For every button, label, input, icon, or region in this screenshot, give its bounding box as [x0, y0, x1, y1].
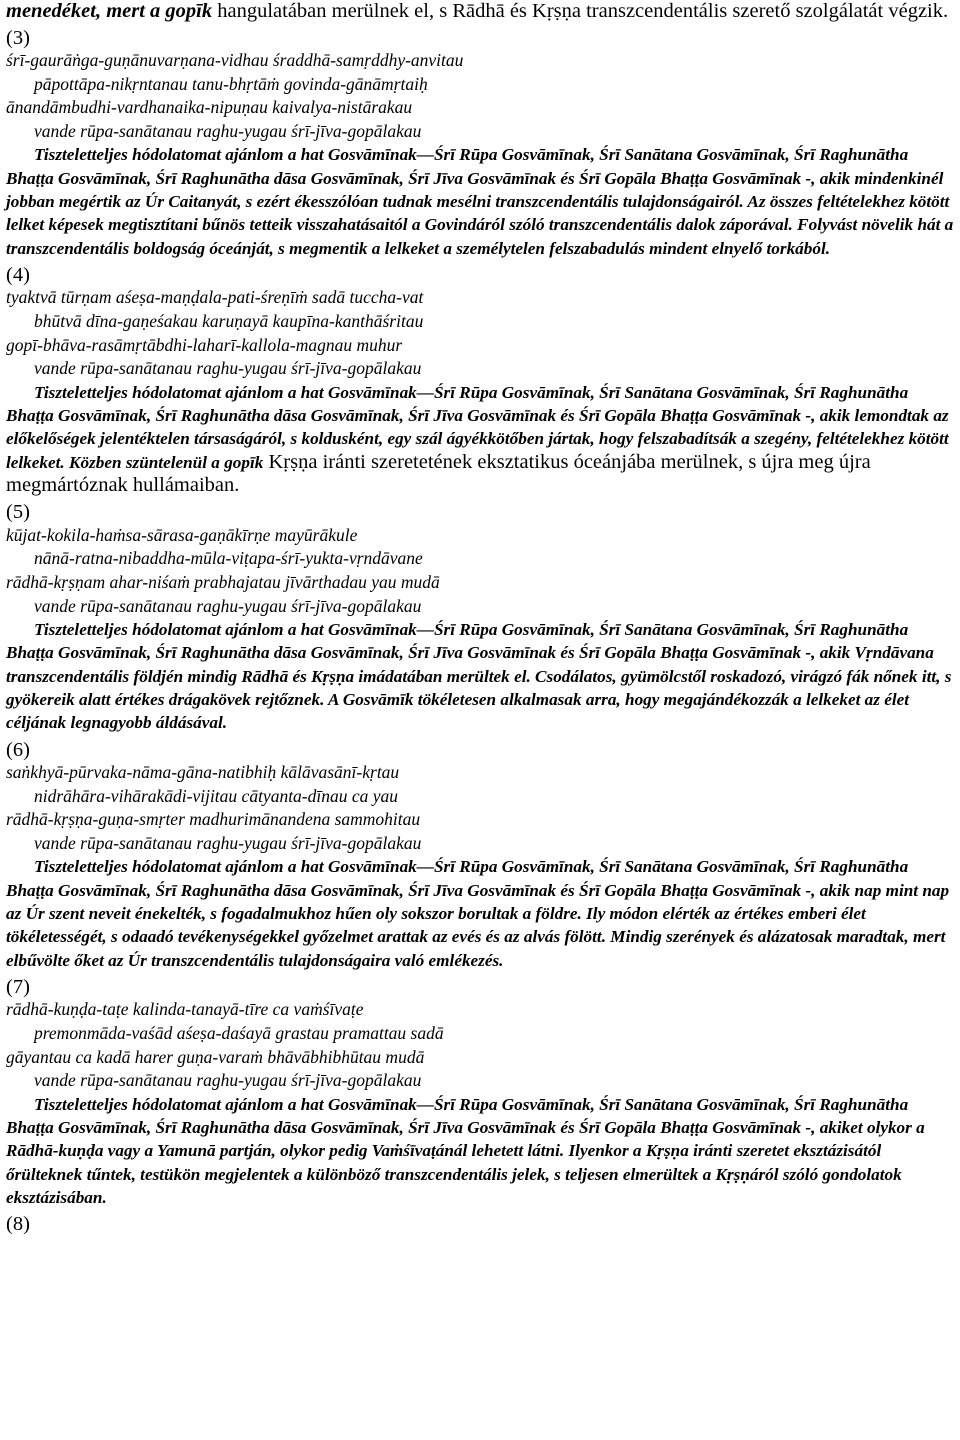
verse-3 [6, 27, 954, 260]
verse-number: (6) [6, 738, 30, 761]
verse-number: (7) [6, 975, 30, 998]
verse-line: ānandāmbudhi-vardhanaika-nipuṇau kaivalya-nistārakau [6, 97, 413, 118]
verse-line: nidrāhāra-vihārakādi-vijitau cātyanta-dīnau ca yau [34, 785, 399, 806]
purport-text-normal: Kṛṣṇa iránti szeretetének eksztatikus óceánjába merülnek, s újra meg újra megmártóznak hullámaiban. [6, 450, 871, 496]
verse-line: gopī-bhāva-rasāmṛtābdhi-laharī-kallola-magnau muhur [6, 334, 403, 355]
purport [6, 381, 954, 497]
verse-number: (4) [6, 263, 30, 286]
verse-line: rādhā-kṛṣṇa-guṇa-smṛter madhurimānandena sammohitau [6, 809, 421, 830]
verse-line: nānā-ratna-nibaddha-mūla-viṭapa-śrī-yukta-vṛndāvane [34, 548, 423, 569]
verse-line: śrī-gaurāṅga-guṇānuvarṇana-vidhau śraddhā-samṛddhy-anvitau [6, 50, 464, 70]
verse-line: kūjat-kokila-haṁsa-sārasa-gaṇākīrṇe mayūrākule [6, 524, 358, 545]
purport-intro: Tiszteletteljes hódolatomat ajánlom a hat Gosvāmīnak—Śrī Rūpa Gosvāmīnak, Śrī Sanātana Gosvāmīnak, Śrī Raghunātha Bhaṭṭa Gosvāmīnak, Śrī Raghunātha dāsa Gosvāmīnak, Śrī Jīva Gosvāmīnak és Śrī Gopāla Bhaṭṭa Gosvāmīnak -, [6, 620, 909, 663]
purport-intro: Tiszteletteljes hódolatomat ajánlom a hat Gosvāmīnak—Śrī Rūpa Gosvāmīnak, Śrī Sanātana Gosvāmīnak, Śrī Raghunātha Bhaṭṭa Gosvāmīnak, Śrī Raghunātha dāsa Gosvāmīnak, Śrī Jīva Gosvāmīnak és Śrī Gopāla Bhaṭṭa Gosvāmīnak -, [6, 145, 909, 188]
purport-intro: Tiszteletteljes hódolatomat ajánlom a hat Gosvāmīnak—Śrī Rūpa Gosvāmīnak, Śrī Sanātana Gosvāmīnak, Śrī Raghunātha Bhaṭṭa Gosvāmīnak, Śrī Raghunātha dāsa Gosvāmīnak, Śrī Jīva Gosvāmīnak és Śrī Gopāla Bhaṭṭa Gosvāmīnak -, [6, 1094, 909, 1138]
verse-line: gāyantau ca kadā harer guṇa-varaṁ bhāvābhibhūtau mudā [6, 1046, 425, 1067]
purport-text: akik Vṛndāvana transzcendentális földjén mindig Rādhā és Kṛṣṇa imádatában merültek el. Csodálatos, gyümölcstől roskadozó, virágzó fák nőnek itt, s gyökereik alatt értékes drágakövek rejtőznek. A Gosvāmīk tökéletesen alkalmasak arra, hogy megajándékozzák a lelkeket az élet céljának legnagyobb áldásával. [6, 643, 952, 733]
verse-refrain: vande rūpa-sanātanau raghu-yugau śrī-jīva-gopālakau [34, 832, 422, 853]
intro-rest: hangulatában merülnek el, s Rādhā és Kṛṣṇa transzcendentális szerető szolgálatát végzik. [212, 0, 949, 22]
verse-refrain: vande rūpa-sanātanau raghu-yugau śrī-jīva-gopālakau [34, 1070, 422, 1091]
verse-line: rādhā-kṛṣṇam ahar-niśaṁ prabhajatau jīvārthadau yau mudā [6, 571, 440, 592]
verse-line: pāpottāpa-nikṛntanau tanu-bhṛtāṁ govinda-gānāmṛtaiḥ [34, 73, 428, 94]
verse-line: tyaktvā tūrṇam aśeṣa-maṇḍala-pati-śreṇīṁ sadā tuccha-vat [6, 287, 424, 308]
verse-number: (3) [6, 26, 30, 49]
purport-text: akik mindenkinél jobban megértik az Úr Caitanyát, s ezért ékesszólóan tudnak mesélni transzcendentális tulajdonságairól. Az összes feltételekhez kötött lelket képesek megtisztítani bűnös tetteik visszahatásaitól a Govindáról szóló transzcendentális dalok záporával. Folyvást növelik hát a transzcendentális boldogság óceánját, s megmentik a lelkeket a személytelen felszabadulás mindent elnyelő torkából. [6, 168, 954, 258]
purport [6, 143, 954, 259]
purport-text: akik nap mint nap az Úr szent neveit énekelték, s fogadalmukhoz hűen oly sokszor borultak a földre. Ily módon elérték az értékes emberi élet tökéletességét, s odaadó tevékenységekkel győzelmet arattak az evés és az alvás fölött. Mindig szerények és alázatosak maradtak, mert elbűvölte őket az Úr transzcendentális tulajdonságaira való emlékezés. [6, 880, 950, 970]
verse-line: bhūtvā dīna-gaṇeśakau karuṇayā kaupīna-kanthāśritau [34, 310, 424, 331]
purport-text: akik lemondtak az előkelőségek jelentéktelen társaságáról, s koldusként, egy szál ágyékkötőben jártak, hogy felszabadítsák a szegény, feltételekhez kötött lelkeket. Közben szüntelenül a gopīk [6, 406, 949, 472]
verse-refrain: vande rūpa-sanātanau raghu-yugau śrī-jīva-gopālakau [34, 358, 422, 379]
purport-text: akiket olykor a Rādhā-kuṇḍa vagy a Yamunā partján, olykor pedig Vaṁśīvaṭánál lehetett látni. Ilyenkor a Kṛṣṇa iránti szeretet eksztázisától őrülteknek tűntek, testükön megjelentek a különböző transzcendentális jelek, s teljesen elmerültek a Kṛṣṇáról szóló gondolatok eksztázisában. [6, 1118, 925, 1207]
purport [6, 1093, 954, 1209]
verse-number: (5) [6, 501, 30, 524]
purport [6, 855, 954, 971]
verse-7 [6, 976, 954, 1209]
verse-refrain: vande rūpa-sanātanau raghu-yugau śrī-jīva-gopālakau [34, 120, 422, 141]
purport [6, 618, 954, 734]
verse-5 [6, 501, 954, 734]
verse-4 [6, 264, 954, 497]
verse-line: premonmāda-vaśād aśeṣa-daśayā grastau pramattau sadā [34, 1023, 444, 1044]
verse-line: rādhā-kuṇḍa-taṭe kalinda-tanayā-tīre ca vaṁśīvaṭe [6, 999, 364, 1020]
verse-line: saṅkhyā-pūrvaka-nāma-gāna-natibhiḥ kālāvasānī-kṛtau [6, 762, 400, 783]
purport-intro: Tiszteletteljes hódolatomat ajánlom a hat Gosvāmīnak—Śrī Rūpa Gosvāmīnak, Śrī Sanātana Gosvāmīnak, Śrī Raghunātha Bhaṭṭa Gosvāmīnak, Śrī Raghunātha dāsa Gosvāmīnak, Śrī Jīva Gosvāmīnak és Śrī Gopāla Bhaṭṭa Gosvāmīnak -, [6, 857, 909, 900]
purport-intro: Tiszteletteljes hódolatomat ajánlom a hat Gosvāmīnak—Śrī Rūpa Gosvāmīnak, Śrī Sanātana Gosvāmīnak, Śrī Raghunātha Bhaṭṭa Gosvāmīnak, Śrī Raghunātha dāsa Gosvāmīnak, Śrī Jīva Gosvāmīnak és Śrī Gopāla Bhaṭṭa Gosvāmīnak -, [6, 382, 909, 426]
intro-lead: menedéket, mert a gopīk [6, 0, 213, 22]
intro-paragraph [6, 0, 954, 23]
verse-6 [6, 739, 954, 972]
verse-refrain: vande rūpa-sanātanau raghu-yugau śrī-jīva-gopālakau [34, 595, 422, 616]
verse-number-next: (8) [6, 1213, 30, 1236]
